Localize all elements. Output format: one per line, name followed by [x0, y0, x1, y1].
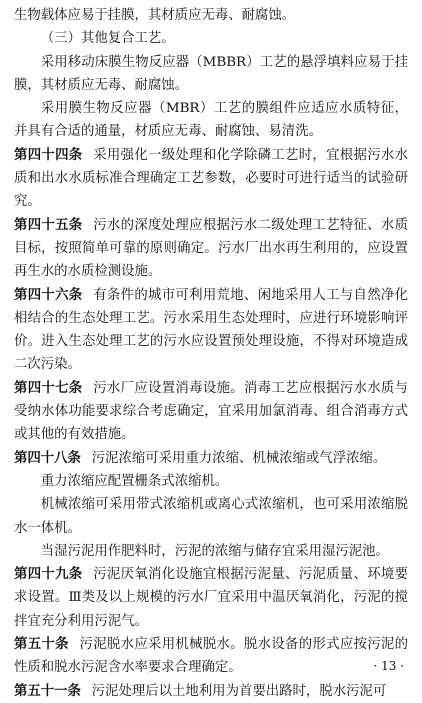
page-number: · 13 ·	[373, 659, 404, 673]
article-text: 有条件的城市可利用荒地、闲地采用人工与自然净化相结合的生态处理工艺。污水采用生态处理时，应进行环境影响评价。进入生态处理工艺的污水应设置预处理设施，不得对环境造成二次污染。	[14, 287, 408, 373]
article-text: 污泥处理后以土地利用为首要出路时，脱水污泥可	[91, 683, 387, 699]
article-44	[14, 144, 408, 214]
paragraph-wet-sludge: 当湿污泥用作肥料时，污泥的浓缩与储存宜采用湿污泥池。	[40, 543, 389, 559]
article-number: 第四十五条	[14, 217, 83, 233]
article-text: 污水的深度处理应根据污水二级处理工艺特征、水质目标，按照简单可靠的原则确定。污水厂出水再生利用的，应设置再生水的水质检测设施。	[14, 217, 408, 280]
article-47	[14, 377, 408, 447]
paragraph-mbbr: 采用移动床膜生物反应器（MBBR）工艺的悬浮填料应易于挂膜，其材质应无毒、耐腐蚀。	[14, 54, 408, 93]
article-text: 污水厂应设置消毒设施。消毒工艺应根据污水水质与受纳水体功能要求综合考虑确定，宜采用加氯消毒、组合消毒方式或其他的有效措施。	[14, 380, 408, 443]
paragraph-mbr: 采用膜生物反应器（MBR）工艺的膜组件应适应水质特征，并具有合适的通量，材质应无毒、耐腐蚀、易清洗。	[14, 101, 408, 140]
article-49	[14, 563, 408, 633]
article-text: 污泥浓缩可采用重力浓缩、机械浓缩或气浮浓缩。	[91, 450, 387, 466]
paragraph-carrier-material: 生物载体应易于挂膜，其材质应无毒、耐腐蚀。	[14, 8, 296, 23]
article-46	[14, 284, 408, 377]
article-text: 污泥脱水应采用机械脱水。脱水设备的形式应按污泥的性质和脱水污泥含水率要求合理确定。	[14, 637, 409, 676]
article-number: 第四十八条	[14, 450, 81, 466]
article-text: 采用强化一级处理和化学除磷工艺时，宜根据污水水质和出水水质标准合理确定工艺参数，必要时可进行适当的试验研究。	[14, 147, 408, 210]
article-number: 第四十四条	[14, 147, 83, 163]
article-number: 第四十九条	[14, 567, 83, 583]
article-51	[14, 680, 408, 703]
article-number: 第四十七条	[14, 380, 83, 396]
article-number: 第五十条	[14, 637, 69, 653]
article-50	[14, 633, 408, 680]
paragraph-gravity-thickening: 重力浓缩应配置栅条式浓缩机。	[40, 473, 229, 489]
section-heading-other-composite: （三）其他复合工艺。	[40, 31, 175, 47]
article-text: 污泥厌氧消化设施宜根据污泥量、污泥质量、环境要求设置。Ⅲ类及以上规模的污水厂宜采用中温厌氧消化，污泥的搅拌宜充分利用污泥气。	[14, 567, 408, 629]
paragraph-mechanical-thickening: 机械浓缩可采用带式浓缩机或离心式浓缩机，也可采用浓缩脱水一体机。	[14, 497, 408, 536]
article-45	[14, 214, 408, 284]
article-number: 第四十六条	[14, 287, 83, 303]
article-48	[14, 447, 408, 470]
article-number: 第五十一条	[14, 683, 81, 699]
